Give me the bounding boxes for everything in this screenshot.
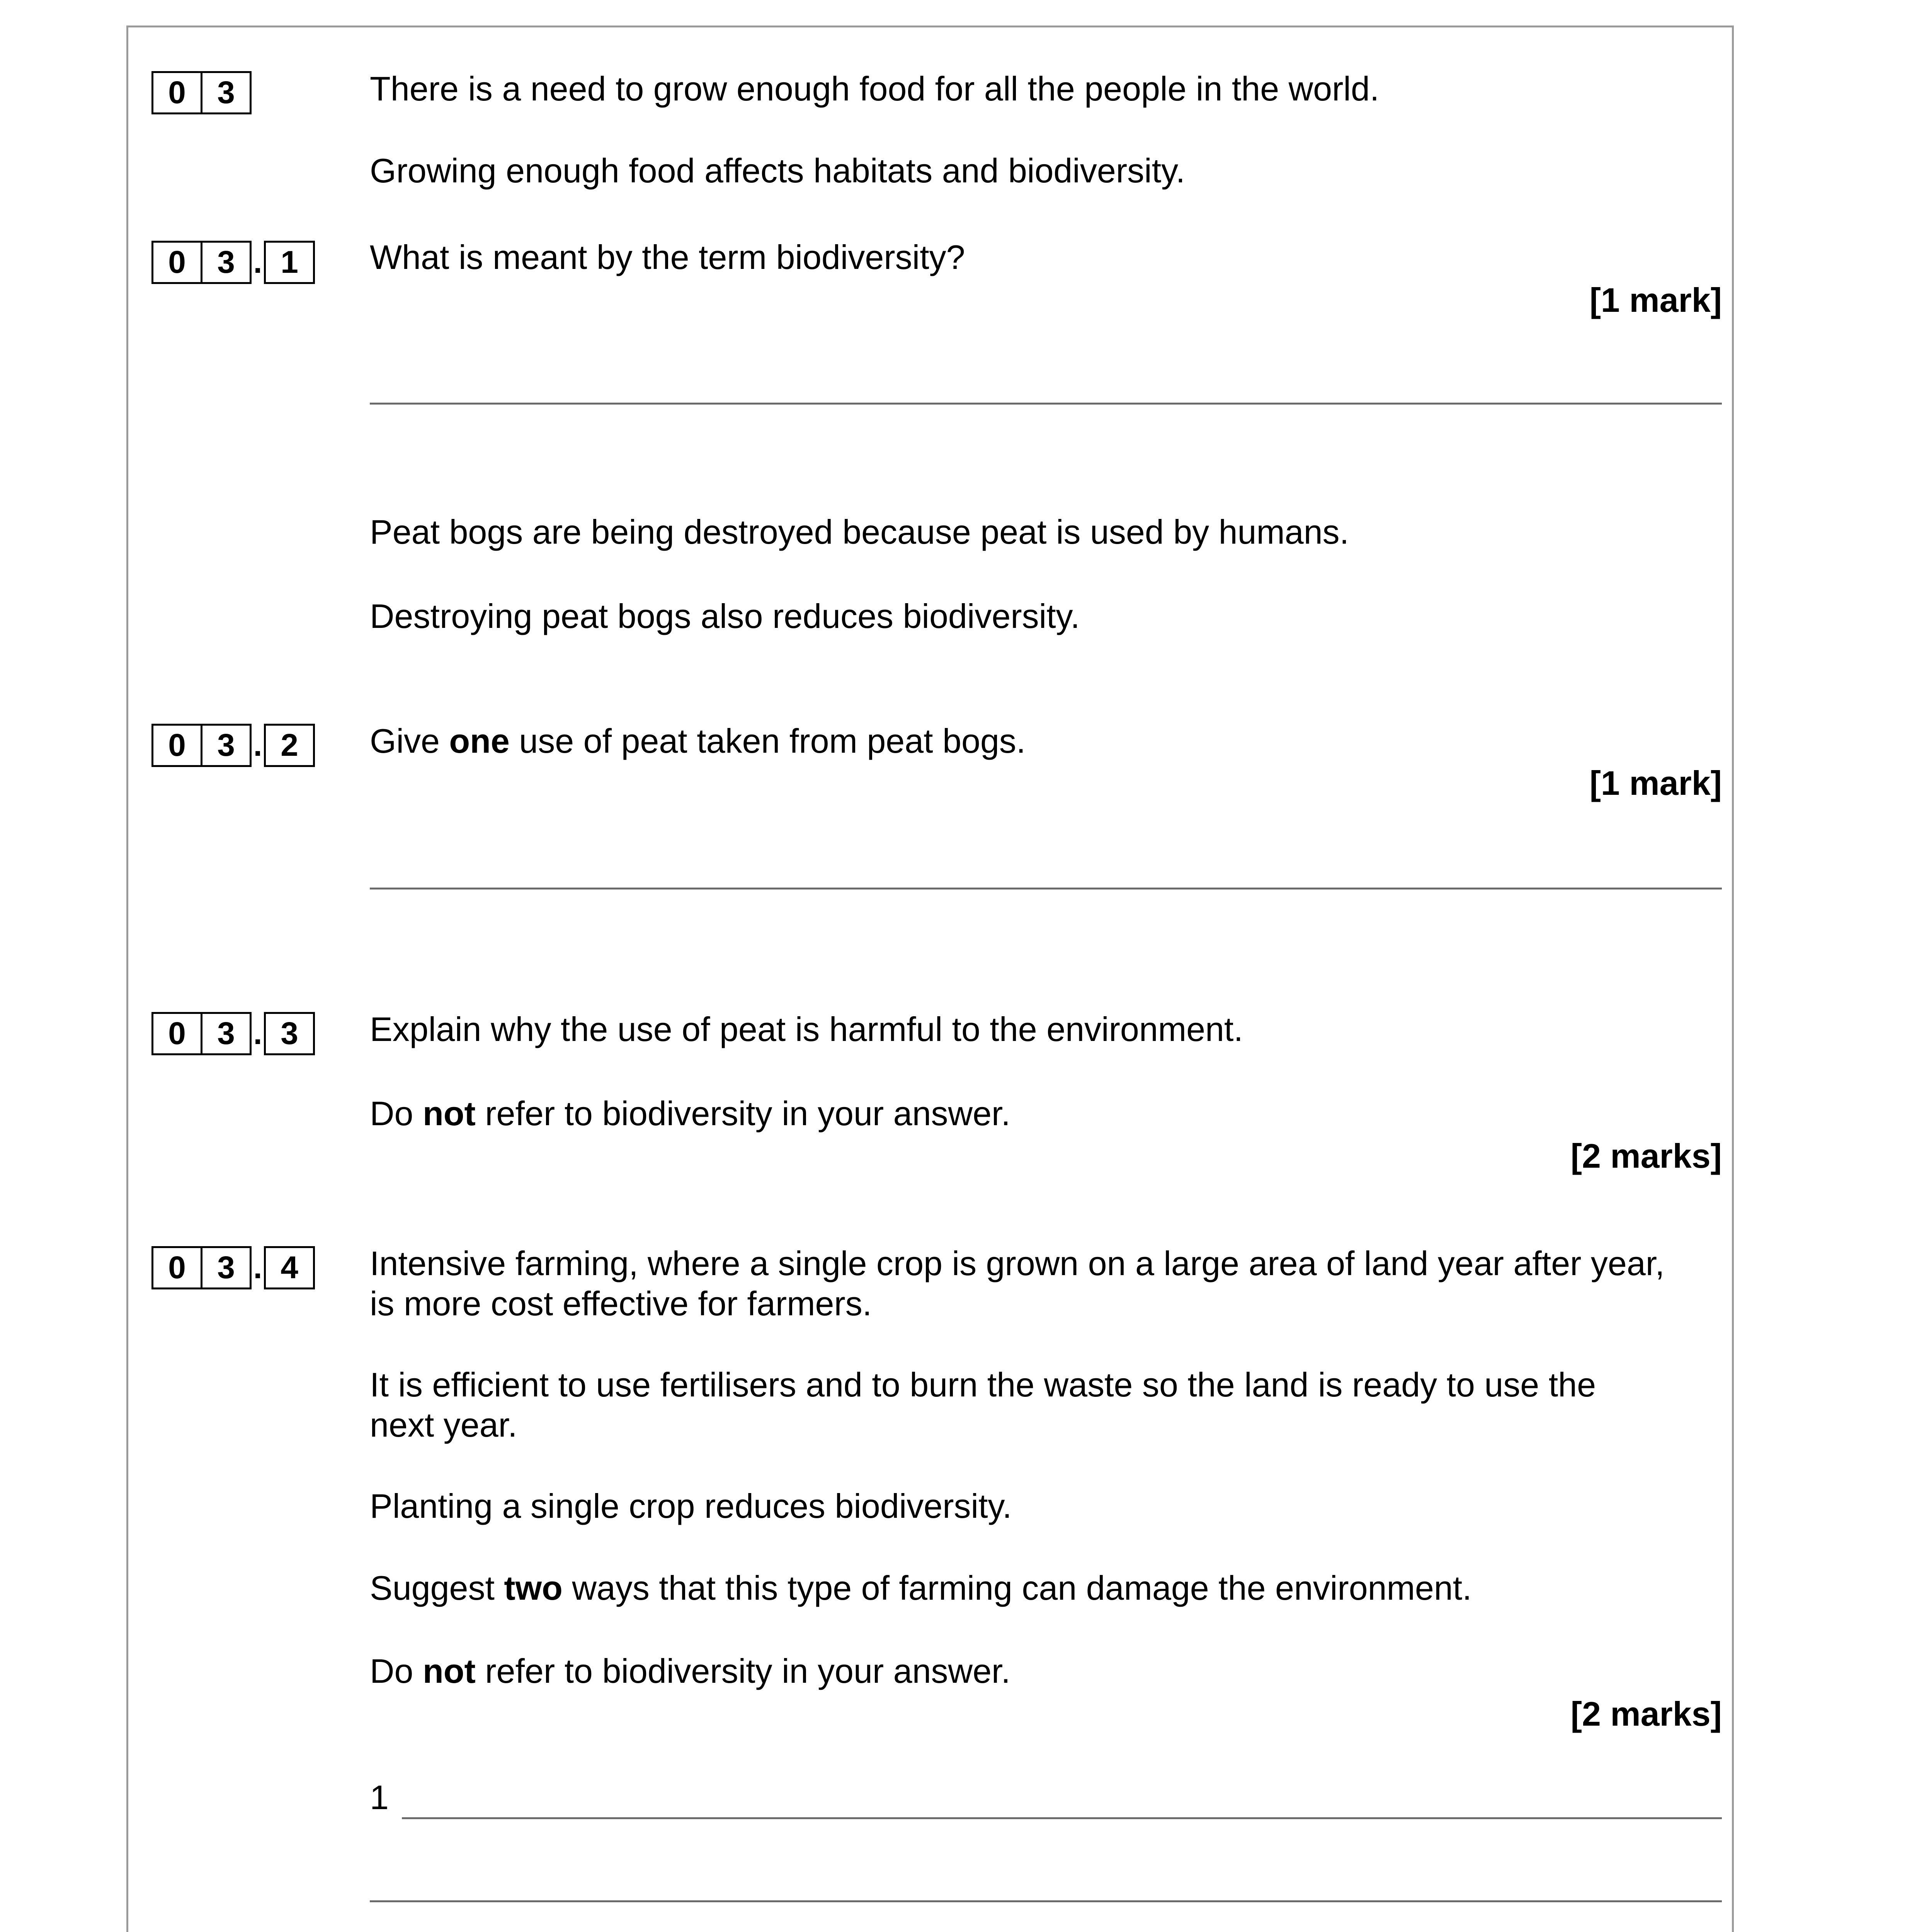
question-number-03-2: 0 3 . 2 bbox=[151, 724, 315, 767]
q031-question: What is meant by the term biodiversity? bbox=[370, 238, 965, 276]
q034-para-2a: It is efficient to use fertilisers and to burn the waste so the land is ready to use the bbox=[370, 1366, 1596, 1404]
q031-answer-line[interactable] bbox=[370, 403, 1722, 405]
q031-marks: [1 mark] bbox=[1589, 281, 1722, 319]
q033-note: Do not refer to biodiversity in your answer. bbox=[370, 1094, 1010, 1133]
question-number-03-4: 0 3 . 4 bbox=[151, 1246, 315, 1289]
q034-answer-line-1b[interactable] bbox=[370, 1900, 1722, 1902]
q034-answer-line-1a[interactable] bbox=[402, 1817, 1722, 1819]
q03-intro-2: Growing enough food affects habitats and biodiversity. bbox=[370, 151, 1186, 190]
q034-para-1b: is more cost effective for farmers. bbox=[370, 1284, 872, 1323]
page-border bbox=[126, 26, 1734, 1932]
q034-marks: [2 marks] bbox=[1570, 1695, 1722, 1733]
peat-info-2: Destroying peat bogs also reduces biodiversity. bbox=[370, 597, 1080, 635]
peat-info-1: Peat bogs are being destroyed because peat is used by humans. bbox=[370, 513, 1349, 551]
q033-question: Explain why the use of peat is harmful to the environment. bbox=[370, 1010, 1243, 1048]
q033-marks: [2 marks] bbox=[1570, 1137, 1722, 1175]
q034-answer-label-1: 1 bbox=[370, 1778, 389, 1816]
q032-answer-line[interactable] bbox=[370, 888, 1722, 889]
q032-marks: [1 mark] bbox=[1589, 764, 1722, 802]
q034-para-1a: Intensive farming, where a single crop is grown on a large area of land year after year, bbox=[370, 1244, 1665, 1282]
q032-question: Give one use of peat taken from peat bogs. bbox=[370, 722, 1026, 760]
question-number-03: 0 3 bbox=[151, 71, 252, 114]
question-number-03-3: 0 3 . 3 bbox=[151, 1012, 315, 1055]
q034-para-2b: next year. bbox=[370, 1406, 517, 1444]
q03-intro-1: There is a need to grow enough food for all the people in the world. bbox=[370, 70, 1379, 108]
q034-note: Do not refer to biodiversity in your answer. bbox=[370, 1652, 1010, 1690]
question-number-03-1: 0 3 . 1 bbox=[151, 241, 315, 284]
q034-para-3: Planting a single crop reduces biodiversity. bbox=[370, 1487, 1012, 1525]
q034-question: Suggest two ways that this type of farming can damage the environment. bbox=[370, 1569, 1472, 1607]
